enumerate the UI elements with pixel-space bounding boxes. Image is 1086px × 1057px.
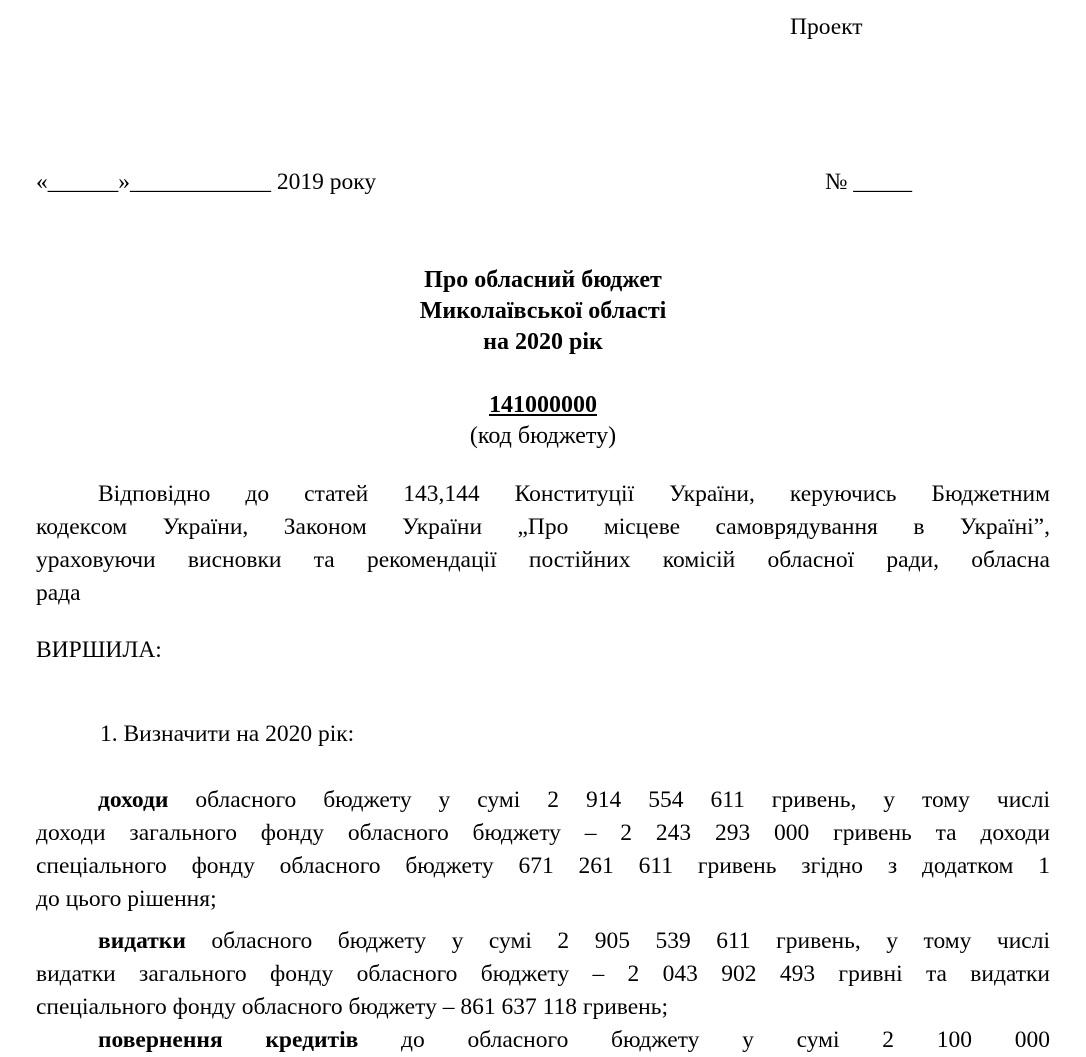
- resolved-heading: ВИРШИЛА:: [36, 637, 162, 663]
- number-line: № _____: [824, 169, 912, 195]
- paragraph-line: [36, 784, 1050, 817]
- credits-lead-word: повернення кредитів: [98, 1027, 359, 1053]
- expense-lead-word: видатки: [98, 928, 186, 954]
- credits-paragraph-partial: [36, 1024, 1050, 1057]
- paragraph-line: видатки загального фонду обласного бюджету – 2 043 902 493 гривні та видатки: [36, 961, 1050, 987]
- paragraph-line: рада: [36, 580, 81, 606]
- budget-code-caption: (код бюджету): [469, 423, 617, 449]
- project-label: Проект: [790, 14, 863, 40]
- paragraph-line: спеціального фонду обласного бюджету – 861 637 118 гривень;: [36, 994, 668, 1020]
- paragraph-line: Відповідно до статей 143,144 Конституції України, керуючись Бюджетним: [98, 481, 1050, 507]
- paragraph-text: обласного бюджету у сумі 2 905 539 611 гривень, у тому числі: [185, 928, 1050, 954]
- budget-code: 141000000: [489, 392, 597, 418]
- paragraph-line: [36, 1024, 1050, 1057]
- date-number-row: [36, 166, 1050, 199]
- paragraph-line: доходи загального фонду обласного бюджету – 2 243 293 000 гривень та доходи: [36, 820, 1050, 846]
- paragraph-line: ураховуючи висновки та рекомендації постійних комісій обласної ради, обласна: [36, 547, 1050, 573]
- date-line: «______»____________ 2019 року: [36, 169, 377, 195]
- paragraph-line: [36, 925, 1050, 958]
- title-line-2: Миколаївської області: [419, 298, 667, 324]
- document-title: [36, 265, 1050, 358]
- income-lead-word: доходи: [98, 787, 169, 813]
- paragraph-line: до цього рішення;: [36, 886, 217, 912]
- paragraph-line: кодексом України, Законом України „Про місцеве самоврядування в Україні”,: [36, 514, 1050, 540]
- income-paragraph: [36, 784, 1050, 916]
- title-line-3: на 2020 рік: [483, 329, 603, 355]
- expense-paragraph: [36, 925, 1050, 1024]
- paragraph-text: до обласного бюджету у сумі 2 100 000: [358, 1027, 1050, 1053]
- item-1-heading: 1. Визначити на 2020 рік:: [100, 721, 355, 747]
- paragraph-text: обласного бюджету у сумі 2 914 554 611 гривень, у тому числі: [168, 787, 1050, 813]
- preamble-paragraph: [36, 478, 1050, 610]
- paragraph-line: спеціального фонду обласного бюджету 671 261 611 гривень згідно з додатком 1: [36, 853, 1050, 879]
- title-line-1: Про обласний бюджет: [424, 267, 662, 293]
